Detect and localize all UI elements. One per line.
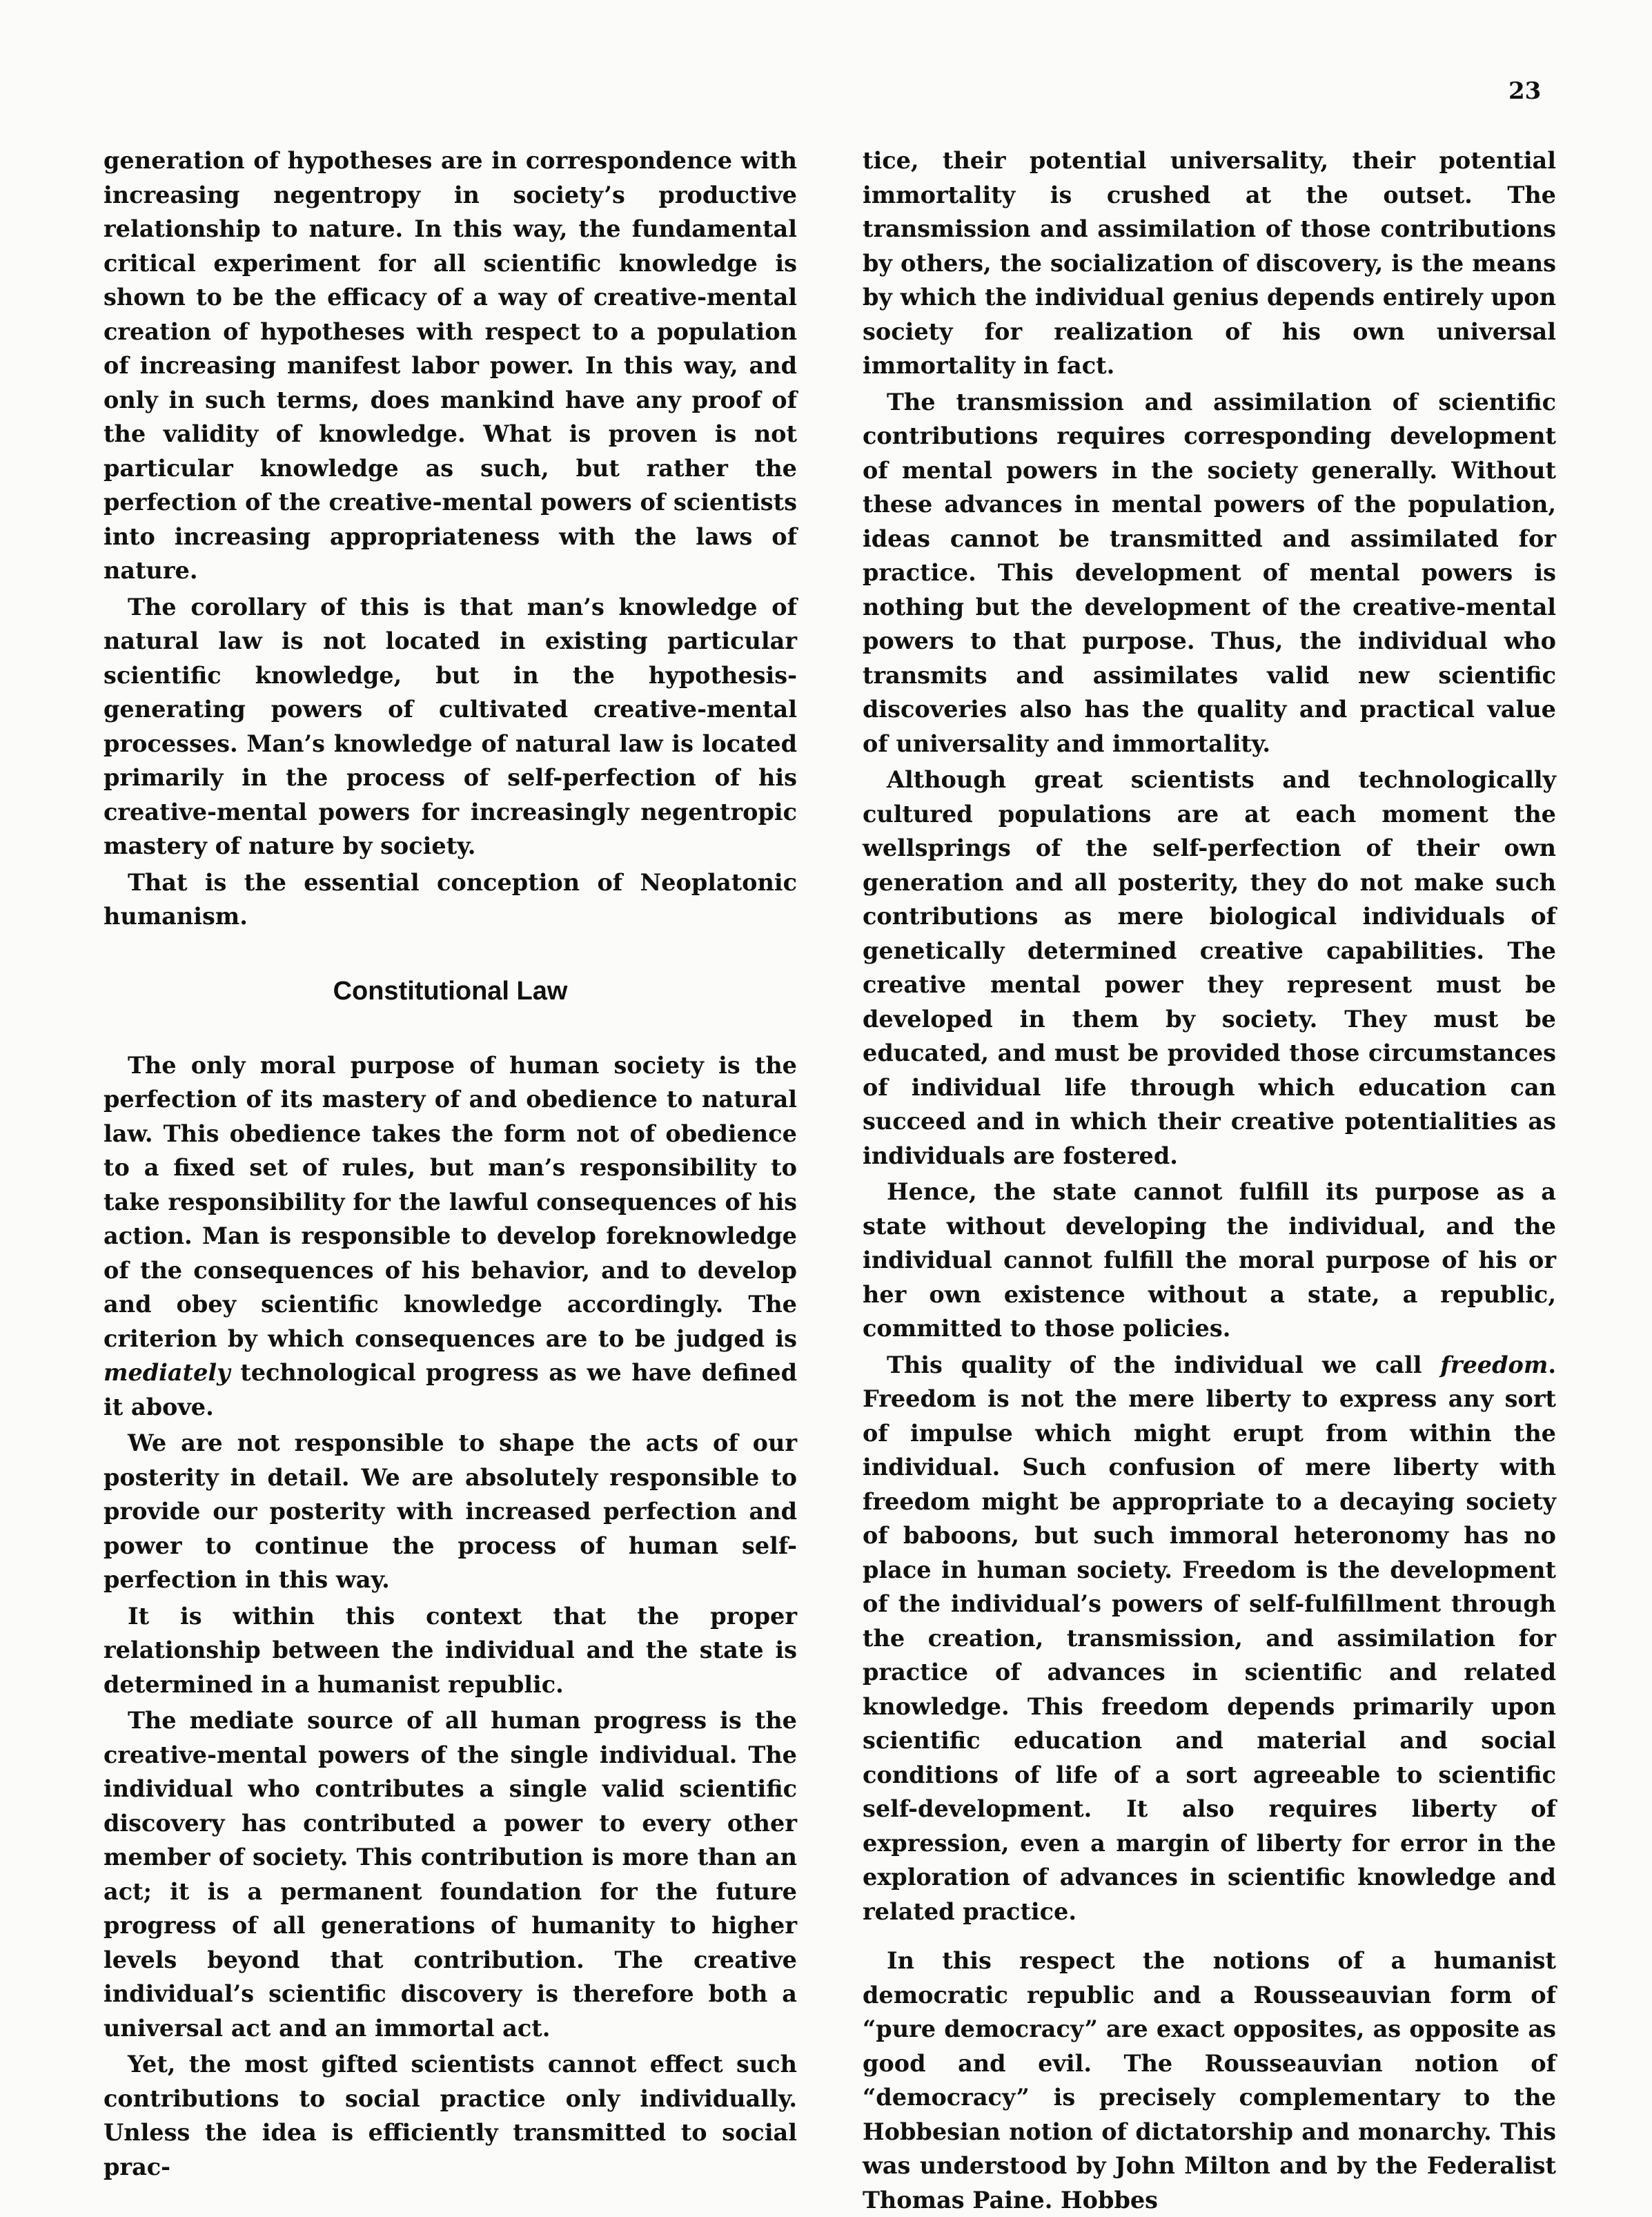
section-heading: Constitutional Law <box>333 976 568 1006</box>
paragraph: The transmission and assimilation of scientific contributions requires corresponding development of mental powers in the society generally. Without these advances in mental powers of the population, ideas cannot be transmitted and assimilated for practice. This development of mental powers is nothing but the development of the creative-mental powers to that purpose. Thus, the individual who transmits and assimilates valid new scientific discoveries also has the quality and practical value of universality and immortality. <box>863 388 1556 757</box>
paragraph: The corollary of this is that man’s knowledge of natural law is not located in existing particular scientific knowledge, but in the hypothesis-generating powers of cultivated creative-mental processes. Man’s knowledge of natural law is located primarily in the process of self-perfection of his creative-mental powers for increasingly negentropic mastery of nature by society. <box>104 593 797 859</box>
paragraph: Yet, the most gifted scientists cannot effect such contributions to social practice only individually. Unless the idea is efficiently transmitted to social prac- <box>104 2051 797 2180</box>
paragraph: It is within this context that the proper relationship between the individual and the state is determined in a humanist republic. <box>104 1602 797 1698</box>
paragraph: We are not responsible to shape the acts of our posterity in detail. We are absolutely responsible to provide our posterity with increased perfection and power to continue the process of human self-perfection in this way. <box>104 1429 797 1593</box>
paragraph <box>104 1048 797 1425</box>
paragraph <box>863 1348 1556 1929</box>
paragraph: In this respect the notions of a humanist democratic republic and a Rousseauvian form of “pure democracy” are exact opposites, as opposite as good and evil. The Rousseauvian notion of “democracy” is precisely complementary to the Hobbesian notion of dictatorship and monarchy. This was understood by John Milton and by the Federalist Thomas Paine. Hobbes <box>863 1947 1556 2214</box>
text-run: The only moral purpose of human society is the perfection of its mastery of and obedience to natural law. This obedience takes the form not of obedience to a fixed set of rules, but man’s responsibility to take responsibility for the lawful consequences of his action. Man is responsible to develop foreknowledge of the consequences of his behavior, and to develop and obey scientific knowledge accordingly. The criterion by which consequences are to be judged is <box>104 1051 797 1352</box>
paragraph: That is the essential conception of Neoplatonic humanism. <box>104 868 797 930</box>
paragraph: The mediate source of all human progress is the creative-mental powers of the single individual. The individual who contributes a single valid scientific discovery has contributed a power to every other member of society. This contribution is more than an act; it is a permanent foundation for the future progress of all generations of humanity to higher levels beyond that contribution. The creative individual’s scientific discovery is therefore both a universal act and an immortal act. <box>104 1707 797 2042</box>
right-column <box>863 144 1556 2217</box>
paragraph: Hence, the state cannot fulfill its purpose as a state without developing the individual, and the individual cannot fulfill the moral purpose of his or her own existence without a state, a republic, committed to those policies. <box>863 1178 1556 1342</box>
text-run: . Freedom is not the mere liberty to express any sort of impulse which might erupt from within the individual. Such confusion of mere liberty with freedom might be appropriate to a decaying society of baboons, but such immoral heteronomy has no place in human society. Freedom is the development of the individual’s powers of self-fulfillment through the creation, transmission, and assimilation for practice of advances in scientific and related knowledge. This freedom depends primarily upon scientific education and material and social conditions of life of a sort agreeable to scientific self-development. It also requires liberty of expression, even a margin of liberty for error in the exploration of advances in scientific knowledge and related practice. <box>863 1351 1556 1925</box>
paragraph: tice, their potential universality, their potential immortality is crushed at the outset. The transmission and assimilation of those contributions by others, the socialization of discovery, is the means by which the individual genius depends entirely upon society for realization of his own universal immortality in fact. <box>863 147 1556 379</box>
emphasis: mediately <box>104 1359 230 1386</box>
emphasis: freedom <box>1440 1351 1548 1378</box>
text-run: This quality of the individual we call <box>887 1351 1441 1378</box>
left-column <box>104 144 797 2184</box>
page-number: 23 <box>1508 77 1542 105</box>
text-run: technological progress as we have defined it above. <box>104 1359 797 1420</box>
paragraph: Although great scientists and technologically cultured populations are at each moment the wellsprings of the self-perfection of their own generation and all posterity, they do not make such contributions as mere biological individuals of genetically determined creative capabilities. The creative mental power they represent must be developed in them by society. They must be educated, and must be provided those circumstances of individual life through which education can succeed and in which their creative potentialities as individuals are fostered. <box>863 766 1556 1169</box>
paragraph: generation of hypotheses are in correspondence with increasing negentropy in society’s productive relationship to nature. In this way, the fundamental critical experiment for all scientific knowledge is shown to be the efficacy of a way of creative-mental creation of hypotheses with respect to a population of increasing manifest labor power. In this way, and only in such terms, does mankind have any proof of the validity of knowledge. What is proven is not particular knowledge as such, but rather the perfection of the creative-mental powers of scientists into increasing appropriateness with the laws of nature. <box>104 147 797 584</box>
